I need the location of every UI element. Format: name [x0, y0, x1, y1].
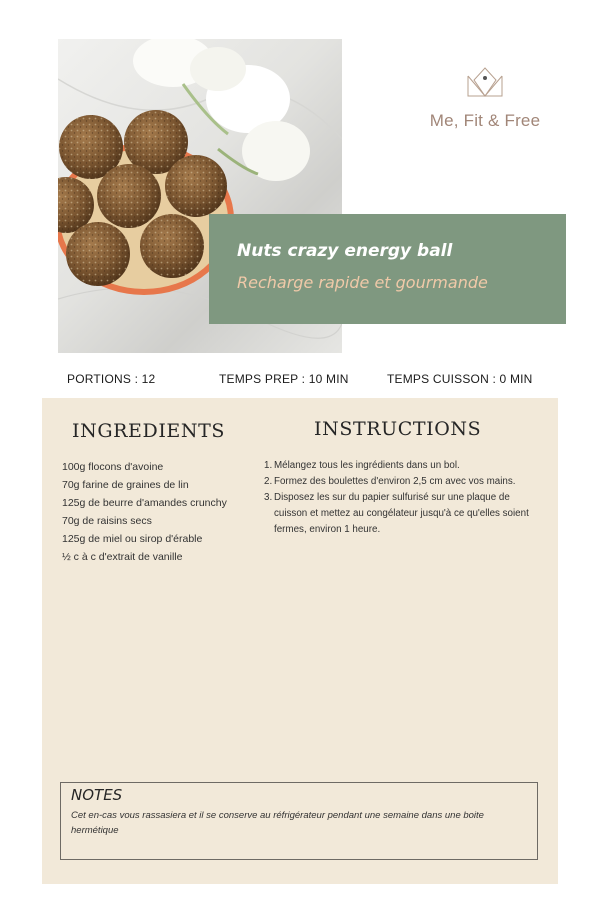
- instruction-step: [264, 474, 544, 490]
- step-number: 3.: [264, 492, 273, 503]
- instructions-list: [264, 458, 544, 538]
- step-number: 1.: [264, 460, 273, 471]
- step-text: Disposez les sur du papier sulfurisé sur une plaque de cuisson et mettez au congélateur jusqu'à ce qu'elles soient fermes, environ 1 heure.: [274, 492, 529, 535]
- step-number: 2.: [264, 476, 273, 487]
- brand-name: Me, Fit & Free: [429, 111, 541, 130]
- ingredient-item: 125g de miel ou sirop d'érable: [62, 533, 203, 545]
- instruction-step: [264, 490, 544, 538]
- prep-time-label: TEMPS PREP : 10 MIN: [219, 372, 349, 386]
- notes-heading: NOTES: [71, 786, 123, 804]
- ingredient-item: ½ c à c d'extrait de vanille: [62, 551, 183, 563]
- brand-logo: [410, 66, 560, 131]
- ingredient-item: 125g de beurre d'amandes crunchy: [62, 497, 227, 509]
- step-text: Formez des boulettes d'environ 2,5 cm avec vos mains.: [274, 476, 516, 487]
- cooking-time-label: TEMPS CUISSON : 0 MIN: [387, 372, 533, 386]
- lotus-logo-icon: [466, 66, 504, 102]
- portions-label: PORTIONS : 12: [67, 372, 156, 386]
- recipe-title: Nuts crazy energy ball: [237, 241, 453, 261]
- notes-text: Cet en-cas vous rassasiera et il se conserve au réfrigérateur pendant une semaine dans une boite hermétique: [71, 810, 484, 836]
- ingredients-list: [62, 458, 227, 566]
- instruction-step: [264, 458, 544, 474]
- ingredient-item: 70g de raisins secs: [62, 515, 152, 527]
- ingredient-item: 100g flocons d'avoine: [62, 461, 164, 473]
- notes-box: [60, 782, 538, 860]
- recipe-title-box: [209, 214, 566, 324]
- recipe-subtitle: Recharge rapide et gourmande: [237, 273, 488, 292]
- step-text: Mélangez tous les ingrédients dans un bol.: [274, 460, 460, 471]
- ingredient-item: 70g farine de graines de lin: [62, 479, 189, 491]
- instructions-heading: INSTRUCTIONS: [314, 418, 482, 440]
- ingredients-heading: INGREDIENTS: [72, 420, 226, 442]
